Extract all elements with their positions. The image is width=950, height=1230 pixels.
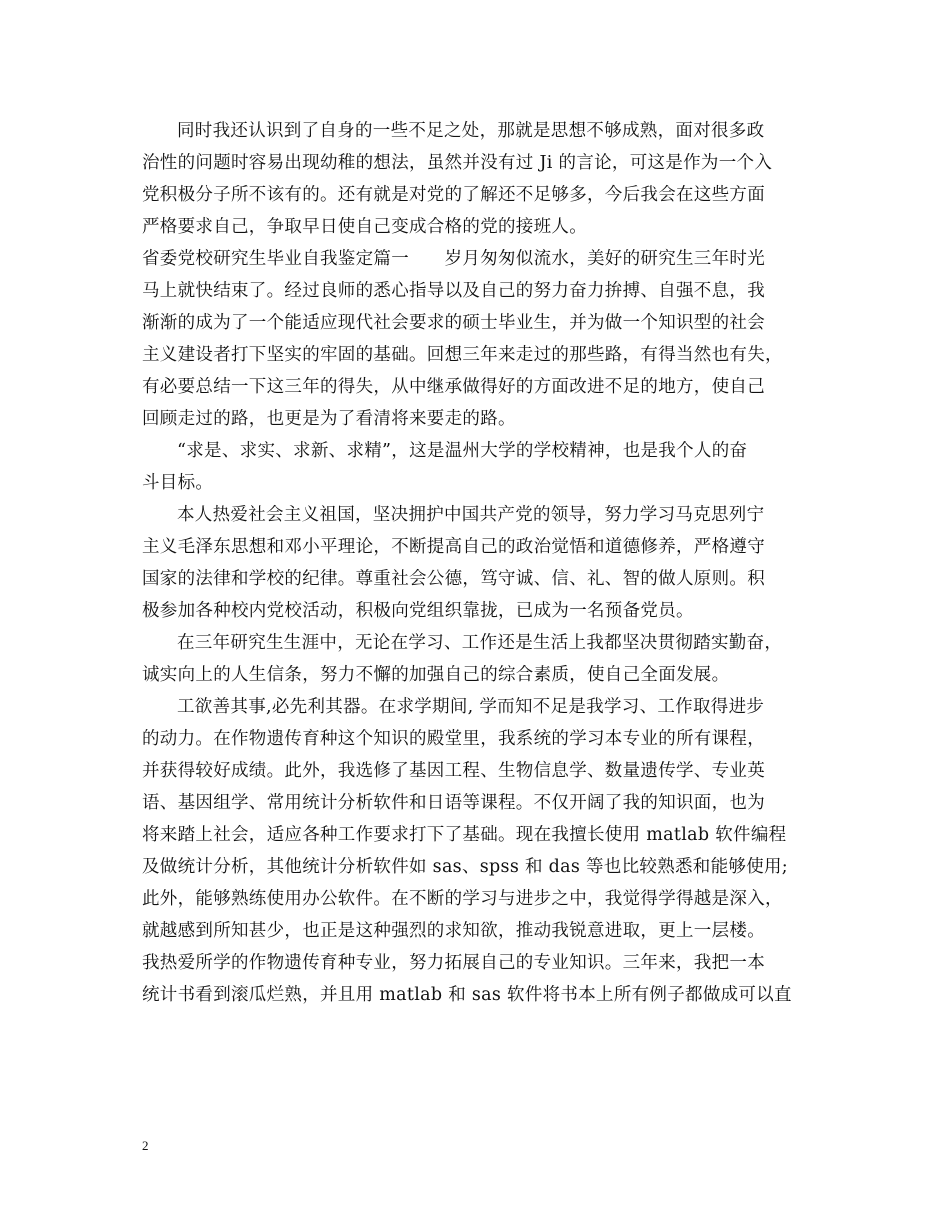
text-line: 马上就快结束了。经过良师的悉心指导以及自己的努力奋力拚搏、自强不息，我 xyxy=(142,281,765,301)
text-line: 国家的法律和学校的纪律。尊重社会公德，笃守诚、信、礼、智的做人原则。积 xyxy=(142,569,765,589)
text-line: 此外，能够熟练使用办公软件。在不断的学习与进步之中，我觉得学得越是深入， xyxy=(142,889,783,909)
text-line: 同时我还认识到了自身的一些不足之处，那就是思想不够成熟，面对很多政 xyxy=(177,121,765,141)
text-line: 本人热爱社会主义祖国，坚决拥护中国共产党的领导，努力学习马克思列宁 xyxy=(177,505,765,525)
text-line: 党积极分子所不该有的。还有就是对党的了解还不足够多，今后我会在这些方面 xyxy=(142,185,765,205)
text-line: 及做统计分析，其他统计分析软件如 sas、spss 和 das 等也比较熟悉和能够使用; xyxy=(142,857,788,877)
text-line: 极参加各种校内党校活动，积极向党组织靠拢，已成为一名预备党员。 xyxy=(142,601,694,621)
text-line: 主义毛泽东思想和邓小平理论，不断提高自己的政治觉悟和道德修养，严格遵守 xyxy=(142,537,765,557)
text-line: 主义建设者打下坚实的牢固的基础。回想三年来走过的那些路，有得当然也有失， xyxy=(142,345,783,365)
text-line: 工欲善其事,必先利其器。在求学期间, 学而知不足是我学习、工作取得进步 xyxy=(177,697,765,717)
text-line: 语、基因组学、常用统计分析软件和日语等课程。不仅开阔了我的知识面，也为 xyxy=(142,793,765,813)
text-line: 回顾走过的路，也更是为了看清将来要走的路。 xyxy=(142,409,516,429)
text-line: 将来踏上社会，适应各种工作要求打下了基础。现在我擅长使用 matlab 软件编程 xyxy=(142,825,787,845)
text-line: 统计书看到滚瓜烂熟，并且用 matlab 和 sas 软件将书本上所有例子都做成可以直 xyxy=(142,985,792,1005)
text-line: 严格要求自己，争取早日使自己变成合格的党的接班人。 xyxy=(142,217,587,237)
text-line: 在三年研究生生涯中，无论在学习、工作还是生活上我都坚决贯彻踏实勤奋， xyxy=(177,633,783,653)
text-line: 治性的问题时容易出现幼稚的想法，虽然并没有过 Ji 的言论，可这是作为一个入 xyxy=(142,153,773,173)
text-line: 我热爱所学的作物遗传育种专业，努力拓展自己的专业知识。三年来，我把一本 xyxy=(142,953,765,973)
text-line: 的动力。在作物遗传育种这个知识的殿堂里，我系统的学习本专业的所有课程， xyxy=(142,729,765,749)
text-line: 有必要总结一下这三年的得失，从中继承做得好的方面改进不足的地方，使自己 xyxy=(142,377,765,397)
text-line: 渐渐的成为了一个能适应现代社会要求的硕士毕业生，并为做一个知识型的社会 xyxy=(142,313,765,333)
text-line: 诚实向上的人生信条，努力不懈的加强自己的综合素质，使自己全面发展。 xyxy=(142,665,730,685)
text-line: 就越感到所知甚少，也正是这种强烈的求知欲，推动我锐意进取，更上一层楼。 xyxy=(142,921,765,941)
text-line: 并获得较好成绩。此外，我选修了基因工程、生物信息学、数量遗传学、专业英 xyxy=(142,761,765,781)
text-line: “求是、求实、求新、求精”，这是温州大学的学校精神，也是我个人的奋 xyxy=(177,441,748,461)
section-heading-line: 省委党校研究生毕业自我鉴定篇一 岁月匆匆似流水，美好的研究生三年时光 xyxy=(142,249,765,269)
page-number: 2 xyxy=(142,1138,149,1153)
text-line: 斗目标。 xyxy=(142,473,214,493)
